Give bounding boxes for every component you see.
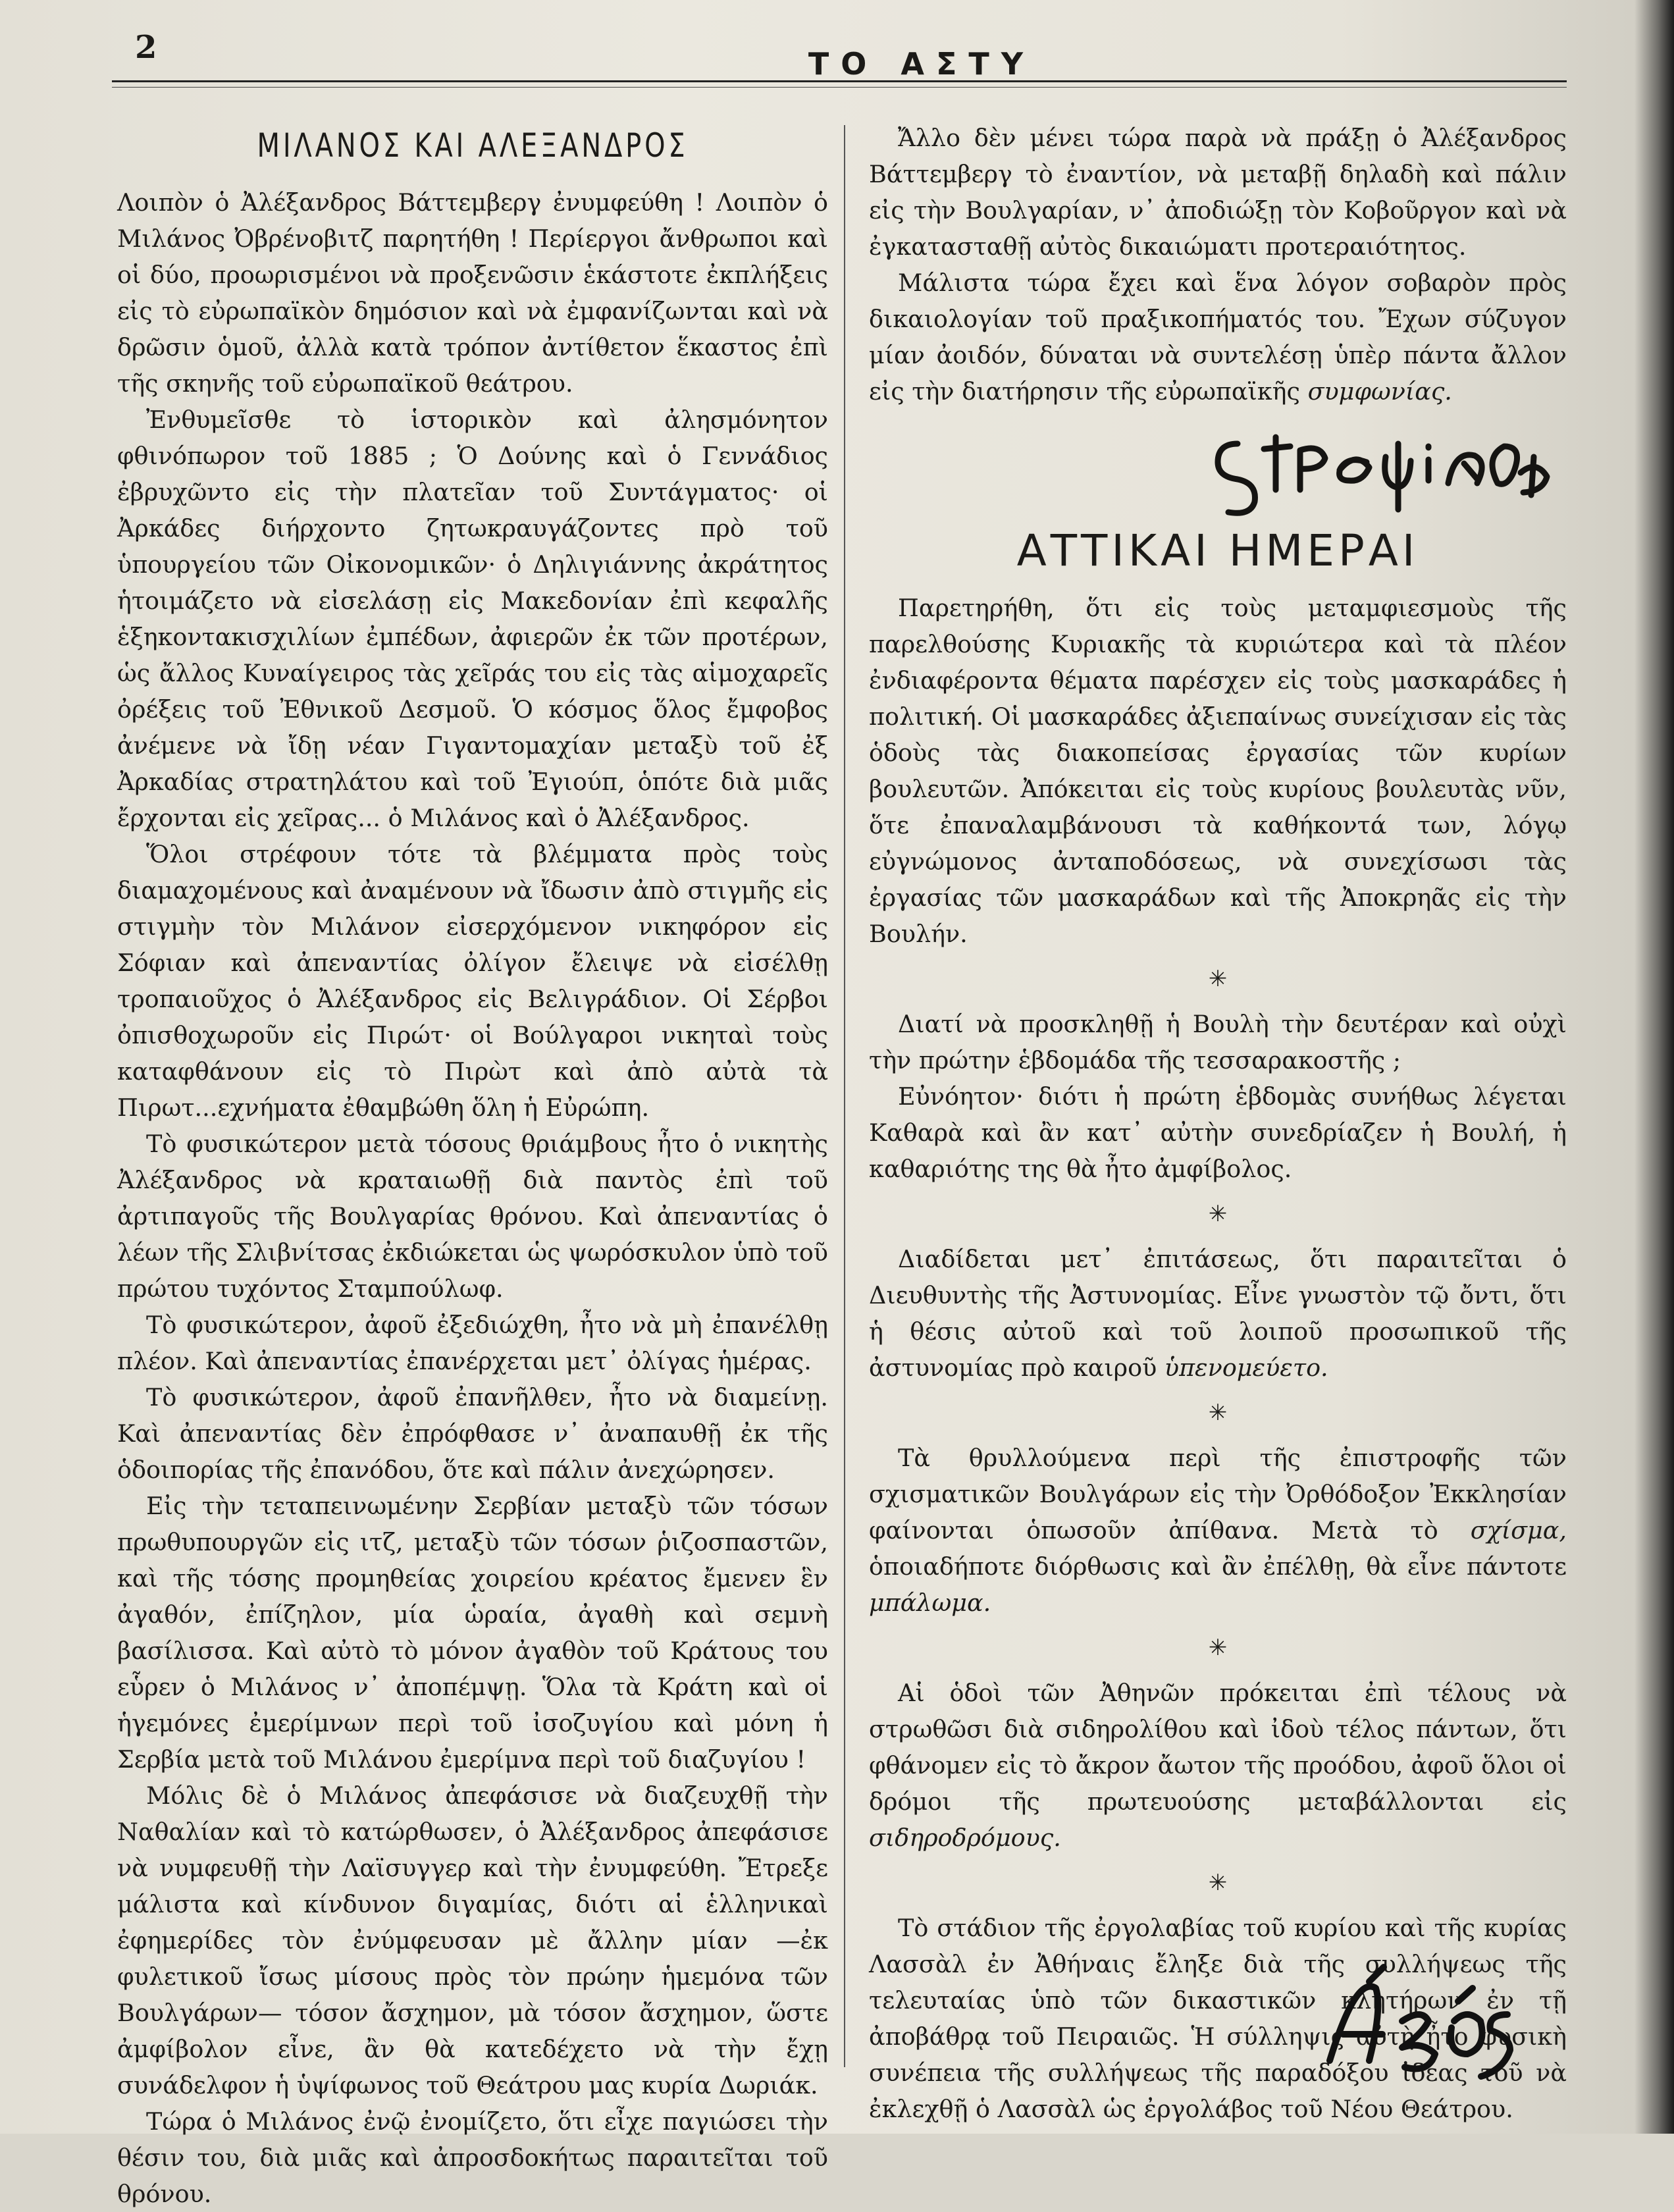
left-column bbox=[117, 118, 828, 2212]
signature-azos bbox=[1317, 1962, 1554, 2087]
signature-azos-icon bbox=[1317, 1962, 1554, 2087]
news-item bbox=[869, 1440, 1567, 1621]
asterism-separator: ✳ bbox=[1208, 1635, 1228, 1661]
article-title: ΜΙΛΑΝΟΣ ΚΑΙ ΑΛΕΞΑΝΔΡΟΣ bbox=[257, 126, 689, 165]
italic-word: σιδηροδρόμους. bbox=[869, 1824, 1061, 1852]
article-paragraph: Τὸ φυσικώτερον μετὰ τόσους θριάμβους ἦτο ὁ νικητὴς Ἀλέξανδρος νὰ κραταιωθῇ διὰ παντὸς ἐπὶ τοῦ ἀρτιπαγοῦς τῆς Βουλγαρίας θρόνου. Καὶ ἀπεναντίας ὁ λέων τῆς Σλιβνίτσας ἐκδιώκεται ὡς ψωρόσκυλον ὑπὸ τοῦ πρώτου τυχόντος Σταμπούλωφ. bbox=[117, 1130, 828, 1303]
news-item: Διατί νὰ προσκληθῇ ἡ Βουλὴ τὴν δευτέραν καὶ οὐχὶ τὴν πρώτην ἑβδομάδα τῆς τεσσαρακοστῆς ; bbox=[869, 1010, 1567, 1074]
news-item bbox=[869, 1241, 1567, 1386]
right-column bbox=[869, 120, 1567, 2127]
news-item bbox=[869, 1675, 1567, 1856]
italic-word: ὑπενομεύετο. bbox=[1164, 1354, 1328, 1382]
news-item: Τὸ στάδιον τῆς ἐργολαβίας τοῦ κυρίου καὶ τῆς κυρίας Λασσὰλ ἐν Ἀθήναις ἔληξε διὰ τῆς συλλήψεως τῆς τελευταίας ὑπὸ τῶν δικαστικῶν κλητήρων ἐν τῇ ἀποβάθρᾳ τοῦ Πειραιῶς. Ἡ σύλληψις αὐτὴ ἦτο φυσικὴ συνέπεια τῆς συλλήψεως τῆς παραδόξου ἰδέας τοῦ νὰ ἐκλεχθῇ ὁ Λασσὰλ ὡς ἐργολάβος τοῦ Νέου Θεάτρου. bbox=[869, 1914, 1567, 2123]
article-paragraph: Τώρα ὁ Μιλάνος ἐνῷ ἐνομίζετο, ὅτι εἶχε παγιώσει τὴν θέσιν του, διὰ μιᾶς καὶ ἀπροσδοκήτως παραιτεῖται τοῦ θρόνου. bbox=[117, 2107, 828, 2208]
article-paragraph: Ἐνθυμεῖσθε τὸ ἱστορικὸν καὶ ἀλησμόνητον φθινόπωρον τοῦ 1885 ; Ὁ Δούνης καὶ ὁ Γεννάδιος ἐβρυχῶντο εἰς τὴν πλατεῖαν τοῦ Συντάγματος· οἱ Ἀρκάδες διήρχοντο ζητωκραυγάζοντες πρὸ τοῦ ὑπουργείου τῶν Οἰκονομικῶν· ὁ Δηλιγιάννης ἀκράτητος ἡτοιμάζετο νὰ εἰσελάσῃ εἰς Μακεδονίαν ἐπὶ κεφαλῆς ἑξηκοντακισχιλίων ἐμπέδων, ἀφιερῶν ἐκ τῶν προτέρων, ὡς ἄλλος Κυναίγειρος τὰς χεῖράς του εἰς τὰς αἱμοχαρεῖς ὀρέξεις τοῦ Ἐθνικοῦ Δεσμοῦ. Ὁ κόσμος ὅλος ἔμφοβος ἀνέμενε νὰ ἴδῃ νέαν Γιγαντομαχίαν μεταξὺ τοῦ ἐξ Ἀρκαδίας στρατηλάτου καὶ τοῦ Ἐγιούπ, ὁπότε διὰ μιᾶς ἔρχονται εἰς χεῖρας... ὁ Μιλάνος καὶ ὁ Ἀλέξανδρος. bbox=[117, 406, 828, 832]
news-item-text: Διαδίδεται μετ᾽ ἐπιτάσεως, ὅτι παραιτεῖται ὁ Διευθυντὴς τῆς Ἀστυνομίας. Εἶνε γνωστὸν τῷ ὄντι, ὅτι ἡ θέσις αὐτοῦ καὶ τοῦ λοιποῦ προσωπικοῦ τῆς ἀστυνομίας πρὸ καιροῦ bbox=[869, 1245, 1567, 1382]
signature-strepsiadis-icon bbox=[869, 417, 1567, 516]
news-item-text: Αἱ ὁδοὶ τῶν Ἀθηνῶν πρόκειται ἐπὶ τέλους νὰ στρωθῶσι διὰ σιδηρολίθου καὶ ἰδοὺ τέλος πάντων, ὅτι φθάνομεν εἰς τὸ ἄκρον ἄωτον τῆς προόδου, ἀφοῦ ὅλοι οἱ δρόμοι τῆς πρωτευούσης μεταβάλλονται εἰς bbox=[869, 1679, 1567, 1816]
article-paragraph-text: Μάλιστα τώρα ἔχει καὶ ἕνα λόγον σοβαρὸν πρὸς δικαιολογίαν τοῦ πραξικοπήματός του. Ἔχων σύζυγον μίαν ἀοιδόν, δύναται νὰ συντελέσῃ ὑπὲρ πάντα ἄλλον εἰς τὴν διατήρησιν τῆς εὐρωπαϊκῆς bbox=[869, 269, 1567, 406]
header-rule bbox=[112, 80, 1567, 82]
article-paragraph: Τὸ φυσικώτερον, ἀφοῦ ἐξεδιώχθη, ἦτο νὰ μὴ ἐπανέλθῃ πλέον. Καὶ ἀπεναντίας ἐπανέρχεται μετ᾽ ὀλίγας ἡμέρας. bbox=[117, 1311, 828, 1375]
article-paragraph: Εἰς τὴν τεταπεινωμένην Σερβίαν μεταξὺ τῶν τόσων πρωθυπουργῶν εἰς ιτζ, μεταξὺ τῶν τόσων ῥιζοσπαστῶν, καὶ τῆς τόσης προμηθείας χοιρείου κρέατος ἔμενεν ἓν ἀγαθόν, ἐπίζηλον, μία ὡραία, ἀγαθὴ καὶ σεμνὴ βασίλισσα. Καὶ αὐτὸ τὸ μόνον ἀγαθὸν τοῦ Κράτους του εὗρεν ὁ Μιλάνος ν᾽ ἀποπέμψῃ. Ὅλα τὰ Κράτη καὶ οἱ ἡγεμόνες ἐμερίμνων περὶ τοῦ ἰσοζυγίου καὶ μόνη ἡ Σερβία μετὰ τοῦ Μιλάνου ἐμερίμνα περὶ τοῦ διαζυγίου ! bbox=[117, 1492, 828, 1774]
section-title: ΑΤΤΙΚΑΙ ΗΜΕΡΑΙ bbox=[1016, 525, 1419, 576]
asterism-separator: ✳ bbox=[1208, 1400, 1228, 1426]
news-item-text: ὁποιαδήποτε διόρθωσις καὶ ἂν ἐπέλθῃ, θὰ εἶνε πάντοτε bbox=[869, 1552, 1567, 1581]
news-item-text: Τὰ θρυλλούμενα περὶ τῆς ἐπιστροφῆς τῶν σχισματικῶν Βουλγάρων εἰς τὴν Ὀρθόδοξον Ἐκκλησίαν φαίνονται ὁπωσοῦν ἀπίθανα. Μετὰ τὸ bbox=[869, 1444, 1567, 1544]
article-paragraph: Μόλις δὲ ὁ Μιλάνος ἀπεφάσισε νὰ διαζευχθῇ τὴν Ναθαλίαν καὶ τὸ κατώρθωσεν, ὁ Ἀλέξανδρος ἀπεφάσισε νὰ νυμφευθῇ τὴν Λαϊσυγγερ καὶ τὴν ἐνυμφεύθη. Ἔτρεξε μάλιστα καὶ κίνδυνον διγαμίας, διότι αἱ ἑλληνικαὶ ἐφημερίδες τὸν ἐνύμφευσαν μὲ ἄλλην μίαν —ἐκ φυλετικοῦ ἴσως μίσους πρὸς τὸν πρώην ἡμεμόνα τῶν Βουλγάρων— τόσον ἄσχημον, μὰ τόσον ἄσχημον, ὥστε ἀμφίβολον εἶνε, ἂν θὰ κατεδέχετο νὰ τὴν ἔχῃ συνάδελφον ἡ ὑψίφωνος τοῦ Θεάτρου μας κυρία Δωριάκ. bbox=[117, 1781, 828, 2099]
asterism-separator: ✳ bbox=[1208, 1201, 1228, 1227]
masthead: ΤΟ ΑΣΤΥ bbox=[808, 46, 1035, 82]
column-divider bbox=[844, 125, 845, 2067]
article-paragraph: Ἄλλο δὲν μένει τώρα παρὰ νὰ πράξῃ ὁ Ἀλέξανδρος Βάττεμβεργ τὸ ἐναντίον, νὰ μεταβῇ δηλαδὴ καὶ πάλιν εἰς τὴν Βουλγαρίαν, ν᾽ ἀποδιώξῃ τὸν Κοβοῦργον καὶ νὰ ἐγκατασταθῇ αὐτὸς δικαιώματι προτεραιότητος. bbox=[869, 124, 1567, 261]
news-item: Παρετηρήθη, ὅτι εἰς τοὺς μεταμφιεσμοὺς τῆς παρελθούσης Κυριακῆς τὰ κυριώτερα καὶ τὰ πλέον ἐνδιαφέροντα θέματα παρέσχεν εἰς τοὺς μασκαράδες ἡ πολιτική. Οἱ μασκαράδες ἀξιεπαίνως συνείχισαν εἰς τὰς ὁδοὺς τὰς διακοπείσας ἐργασίας τῶν κυρίων βουλευτῶν. Ἀπόκειται εἰς τοὺς κυρίους βουλευτὰς νῦν, ὅτε ἐπαναλαμβάνουσι τὰ καθήκοντά των, λόγῳ εὐγνώμονος ἀνταποδόσεως, νὰ συνεχίσωσι τὰς ἐργασίας τῶν μασκαράδων καὶ τῆς Ἀποκρηᾶς εἰς τὴν Βουλήν. bbox=[869, 594, 1567, 948]
article-paragraph: Ὅλοι στρέφουν τότε τὰ βλέμματα πρὸς τοὺς διαμαχομένους καὶ ἀναμένουν νὰ ἴδωσιν ἀπὸ στιγμῆς εἰς στιγμὴν τὸν Μιλάνον εἰσερχόμενον νικηφόρον εἰς Σόφιαν καὶ ἀπεναντίας ὀλίγον ἔλειψε νὰ εἰσέλθῃ τροπαιοῦχος ὁ Ἀλέξανδρος εἰς Βελιγράδιον. Οἱ Σέρβοι ὀπισθοχωροῦν εἰς Πιρώτ· οἱ Βούλγαροι νικηταὶ τοὺς καταφθάνουν εἰς τὸ Πιρὼτ καὶ ἀπὸ αὐτὰ τὰ Πιρωτ...εχνήματα ἐθαμβώθη ὅλη ἡ Εὐρώπη. bbox=[117, 840, 828, 1122]
article-paragraph bbox=[869, 265, 1567, 409]
news-item: Εὐνόητον· διότι ἡ πρώτη ἑβδομὰς συνήθως λέγεται Καθαρὰ καὶ ἂν κατ᾽ αὐτὴν συνεδρίαζεν ἡ Βουλή, ἡ καθαριότης της θὰ ἦτο ἀμφίβολος. bbox=[869, 1082, 1567, 1183]
italic-word: μπάλωμα. bbox=[869, 1589, 991, 1617]
page-number: 2 bbox=[135, 29, 157, 66]
signature-strepsiadis bbox=[869, 417, 1567, 516]
article-paragraph: Τὸ φυσικώτερον, ἀφοῦ ἐπανῆλθεν, ἦτο νὰ διαμείνῃ. Καὶ ἀπεναντίας δὲν ἐπρόφθασε ν᾽ ἀναπαυθῇ ἐκ τῆς ὁδοιπορίας τῆς ἐπανόδου, ὅτε καὶ πάλιν ἀνεχώρησεν. bbox=[117, 1383, 828, 1484]
italic-word: σχίσμα, bbox=[1470, 1516, 1567, 1544]
italic-word: συμφωνίας. bbox=[1307, 377, 1452, 406]
header-rule-thin bbox=[112, 87, 1567, 88]
asterism-separator: ✳ bbox=[1208, 1870, 1228, 1896]
article-paragraph: Λοιπὸν ὁ Ἀλέξανδρος Βάττεμβεργ ἐνυμφεύθη ! Λοιπὸν ὁ Μιλάνος Ὀβρένοβιτζ παρητήθη ! Περίεργοι ἄνθρωποι καὶ οἱ δύο, προωρισμένοι νὰ προξενῶσιν ἑκάστοτε ἐκπλήξεις εἰς τὸ εὐρωπαϊκὸν δημόσιον καὶ νὰ ἐμφανίζωνται καὶ νὰ δρῶσιν ὁμοῦ, ἀλλὰ κατὰ τρόπον ἀντίθετον ἕκαστος ἐπὶ τῆς σκηνῆς τοῦ εὐρωπαϊκοῦ θεάτρου. bbox=[117, 188, 828, 398]
binding-shadow bbox=[1635, 0, 1674, 2134]
asterism-separator: ✳ bbox=[1208, 966, 1228, 992]
